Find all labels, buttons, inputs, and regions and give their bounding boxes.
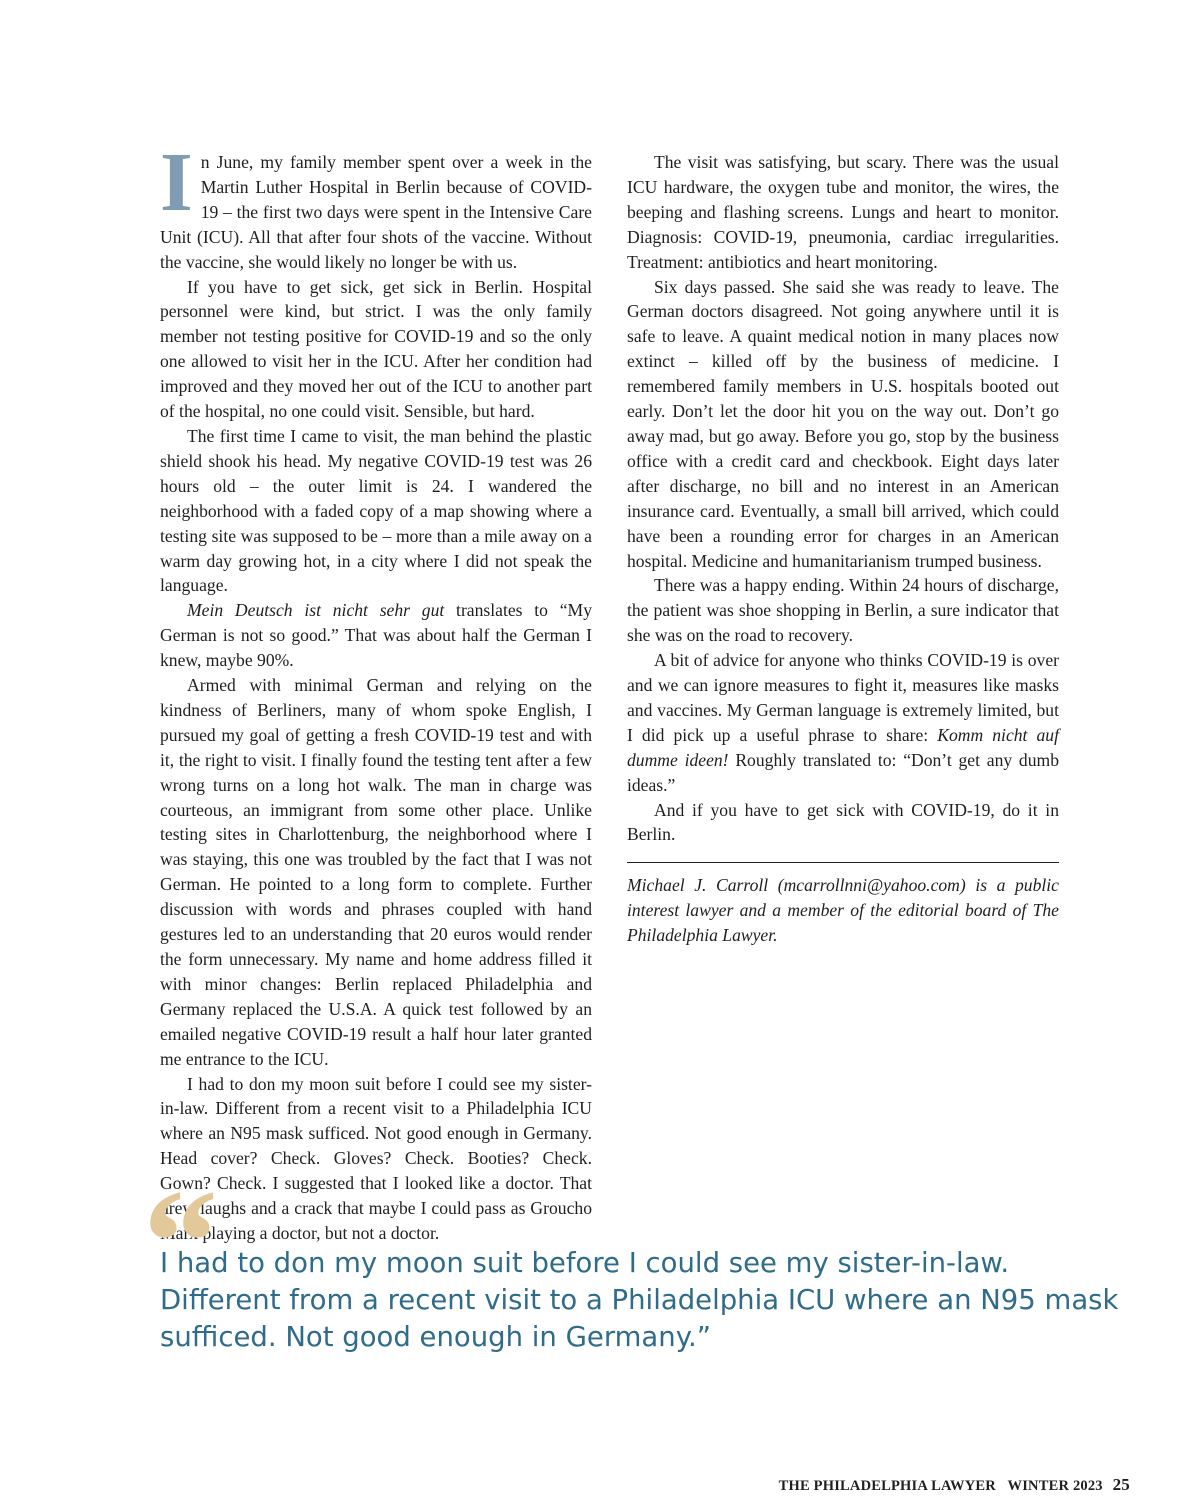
article-paragraph: The first time I came to visit, the man behind the plastic shield shook his head. My negative COVID-19 test was 26 hours old – the outer limit is 24. I wandered the neighborhood with a faded copy of a map showing where a testing site was supposed to be – more than a mile away on a warm day growing hot, in a city where I did not speak the language. [160,425,592,596]
article-paragraph: I had to don my moon suit before I could see my sister-in-law. Different from a recent visit to a Philadelphia ICU where an N95 mask sufficed. Not good enough in Germany. Head cover? Check. Gloves? Check. Booties? Check. Gown? Check. I suggested that I looked like a doctor. That drew laughs and a crack that maybe I could pass as Groucho Marx playing a doctor, but not a doctor. [160,1073,592,1243]
quote-mark-icon: “ [143,1159,218,1325]
drop-cap: I [160,136,193,229]
article-column-right [627,150,1059,948]
german-phrase: Komm nicht auf dumme ideen! [627,724,1059,770]
article-paragraph: Six days passed. She said she was ready to leave. The German doctors disagreed. Not going anywhere until it is safe to leave. A quaint medical notion in many places now extinct – killed off by the business of medicine. I remembered family members in U.S. hospitals booted out early. Don’t let the door hit you on the way out. Don’t go away mad, but go away. Before you go, stop by the business office with a credit card and checkbook. Eight days later after discharge, no bill and no interest in an American insurance card. Eventually, a small bill arrived, which could have been a rounding error for charges in an American hospital. Medicine and humanitarianism trumped business. [627,276,1059,571]
article-paragraph: Mein Deutsch ist nicht sehr gut translates to “My German is not so good.” That was about half the German I knew, maybe 90%. [160,600,592,671]
article-paragraph: In June, my family member spent over a week in the Martin Luther Hospital in Berlin because of COVID-19 – the first two days were spent in the Intensive Care Unit (ICU). All that after four shots of the vaccine. Without the vaccine, she would likely no longer be with us. [160,136,592,272]
issue-date: WINTER 2023 [1007,1478,1103,1494]
publication-name: THE PHILADELPHIA LAWYER [778,1478,996,1494]
german-phrase: Mein Deutsch ist nicht sehr gut [187,600,445,621]
byline-divider [627,862,1059,863]
article-paragraph: Armed with minimal German and relying on the kindness of Berliners, many of whom spoke English, I pursued my goal of getting a fresh COVID-19 test and with it, the right to visit. I finally found the testing tent after a few wrong turns on a long hot walk. The man in charge was courteous, an immigrant from some other place. Unlike testing sites in Charlottenburg, the neighborhood where I was staying, this one was troubled by the fact that I was not German. He pointed to a long form to complete. Further discussion with words and phrases coupled with hand gestures led to an understanding that 20 euros would render the form unnecessary. My name and home address filled it with minor changes: Berlin replaced Philadelphia and Germany replaced the U.S.A. A quick test followed by an emailed negative COVID-19 result a half hour later granted me entrance to the ICU. [160,675,592,1069]
article-paragraph: A bit of advice for anyone who thinks COVID-19 is over and we can ignore measures to fight it, measures like masks and vaccines. My German language is extremely limited, but I did pick up a useful phrase to share: Komm nicht auf dumme ideen! Roughly translated to: “Don’t get any dumb ideas.” [627,650,1060,795]
author-byline: Michael J. Carroll (mcarrollnni@yahoo.com) is a public interest lawyer and a member of the editorial board of The Philadelphia Lawyer. [627,875,1059,946]
article-paragraph: If you have to get sick, get sick in Berlin. Hospital personnel were kind, but strict. I was the only family member not testing positive for COVID-19 and so the only one allowed to visit her in the ICU. After her condition had improved and they moved her out of the ICU to another part of the hospital, no one could visit. Sensible, but hard. [160,276,592,422]
article-paragraph: There was a happy ending. Within 24 hours of discharge, the patient was shoe shopping in Berlin, a sure indicator that she was on the road to recovery. [627,575,1059,646]
article-column-left [160,136,592,1246]
article-paragraph: And if you have to get sick with COVID-19, do it in Berlin. [627,799,1059,845]
article-paragraph: The visit was satisfying, but scary. There was the usual ICU hardware, the oxygen tube and monitor, the wires, the beeping and flashing screens. Lungs and heart to monitor. Diagnosis: COVID-19, pneumonia, cardiac irregularities. Treatment: antibiotics and heart monitoring. [627,152,1059,272]
page-number: 25 [1112,1475,1130,1494]
pull-quote: I had to don my moon suit before I could see my sister-in-law. Different from a recent visit to a Philadelphia ICU where an N95 mask sufficed. Not good enough in Germany.” [160,1247,1119,1353]
page-footer [779,1475,1130,1495]
